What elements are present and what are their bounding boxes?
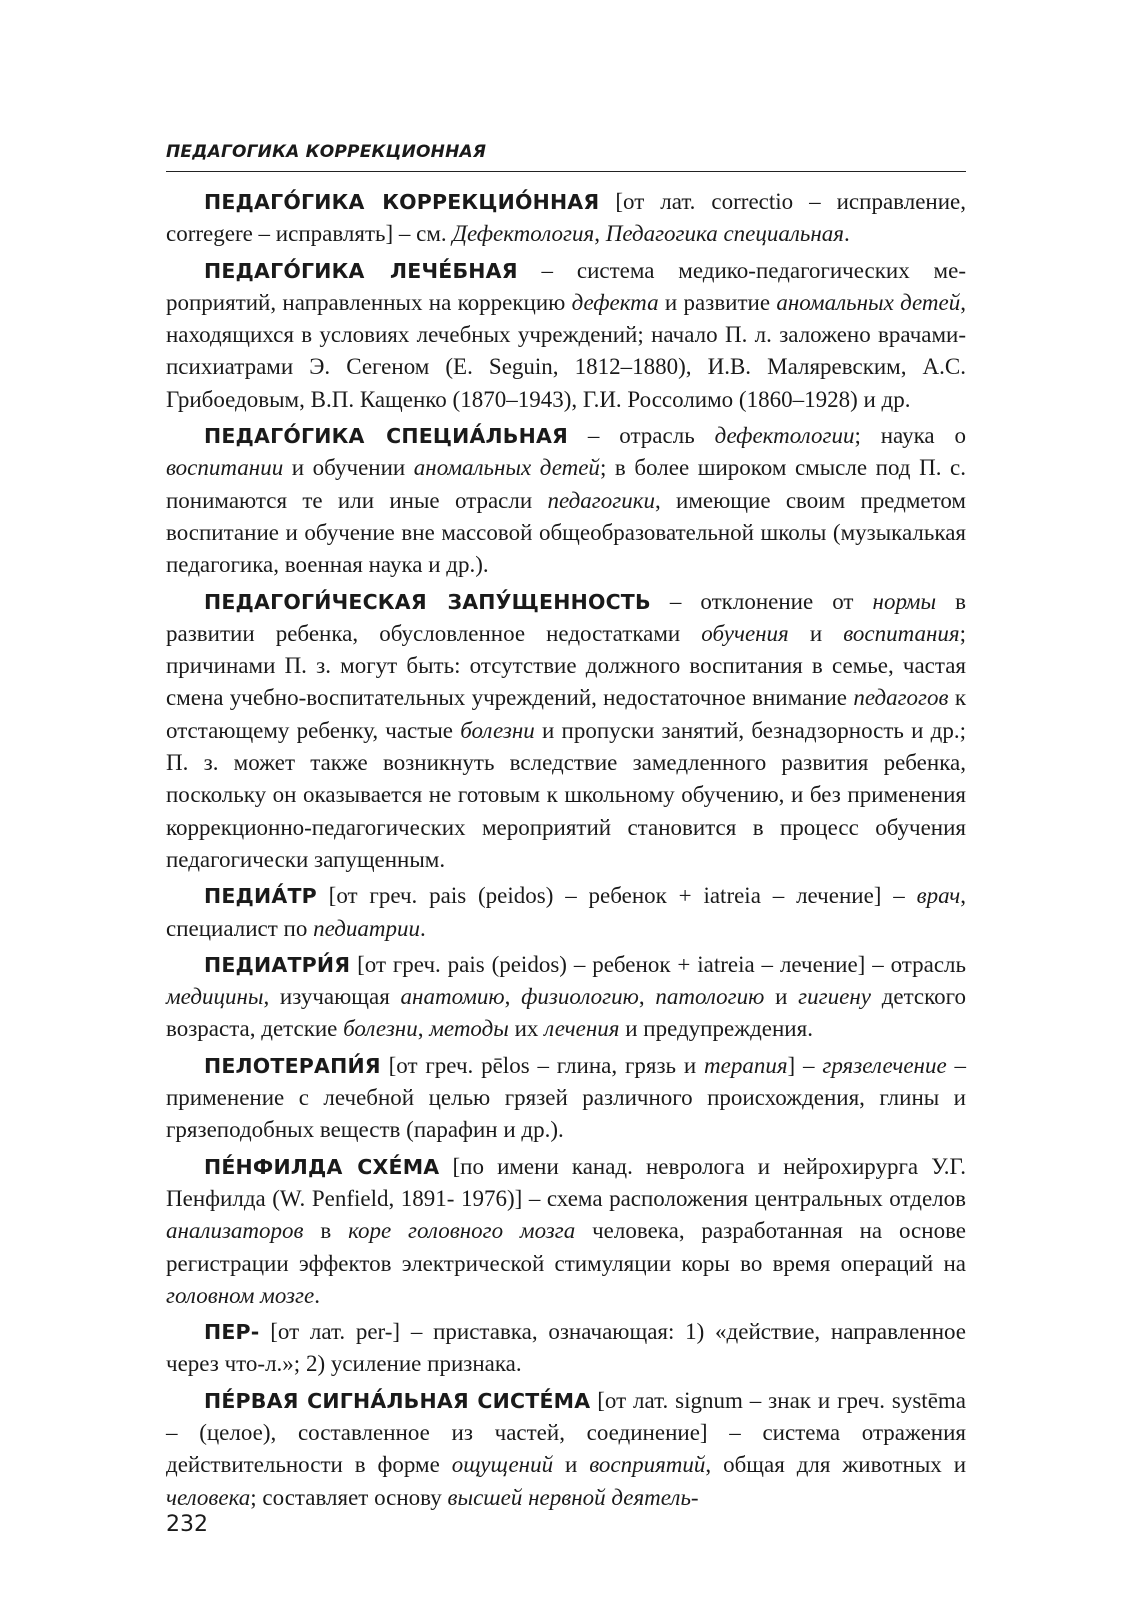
- entry-definition-text: [по имени канад. невролога и нейрохирурга У.Г. Пенфилда (W. Penfield, 1891- 1976)] – схема расположения центральных отделов: [166, 1153, 966, 1211]
- entry-headword: ПЕДИА́ТР: [204, 884, 317, 909]
- entry-headword: ПЕДИАТРИ́Я: [204, 952, 351, 977]
- entry-definition-text: ; составляет основу: [250, 1484, 448, 1510]
- dictionary-entry: [166, 1316, 966, 1381]
- entry-cross-reference: Дефектология: [452, 221, 595, 247]
- entry-cross-reference: дефектологии: [714, 423, 855, 449]
- entry-definition-text: [от греч. pēlos – глина, грязь и: [380, 1052, 705, 1078]
- entry-definition-text: – применение с лечебной целью грязей различного происхождения, глины и грязеподобных веществ (парафин и др.).: [166, 1052, 966, 1143]
- entry-cross-reference: анализаторов: [166, 1218, 304, 1244]
- dictionary-entry: [166, 880, 966, 945]
- entry-cross-reference: человека: [166, 1484, 251, 1510]
- dictionary-entry: [166, 1385, 966, 1514]
- entry-cross-reference: терапия: [704, 1052, 788, 1078]
- entry-cross-reference: дефекта: [571, 289, 659, 315]
- entry-cross-reference: болезни: [460, 717, 535, 743]
- entry-definition-text: и обучении: [283, 455, 414, 481]
- entry-cross-reference: Педагогика специальная: [605, 221, 844, 247]
- entry-cross-reference: патологию: [655, 984, 765, 1010]
- entry-headword: ПЕ́РВАЯ СИГНА́ЛЬНАЯ СИСТЕ́МА: [204, 1388, 591, 1413]
- entry-definition-text: человека, разработанная на основе регистрации эффектов электрической стимуляции коры во время операций на: [166, 1218, 966, 1276]
- running-head: ПЕДАГОГИКА КОРРЕКЦИОННАЯ: [166, 138, 966, 172]
- entry-cross-reference: воспитании: [166, 455, 284, 481]
- entry-definition-text: ,: [594, 221, 606, 247]
- entry-definition-text: и: [764, 984, 799, 1010]
- dictionary-entry: [166, 949, 966, 1046]
- entry-definition-text: .: [314, 1282, 320, 1308]
- entry-definition-text: в: [303, 1218, 349, 1244]
- entry-definition-text: , имеющие своим предметом воспитание и обучение вне массовой общеобразовательной школы (музыкалькая педагогика, военная наука и др.).: [166, 487, 966, 578]
- entry-definition-text: – система медико-педагогических мероприятий, направленных на коррекцию: [166, 257, 966, 315]
- entry-definition-text: ] –: [787, 1052, 823, 1078]
- page-number: 232: [166, 1512, 208, 1537]
- entry-cross-reference: воспитания: [843, 620, 960, 646]
- entry-cross-reference: методы: [429, 1016, 509, 1042]
- entry-definition-text: – отклонение от: [650, 588, 873, 614]
- entry-headword: ПЕДАГО́ГИКА ЛЕЧЕ́БНАЯ: [204, 258, 518, 283]
- entry-definition-text: детского возраста, детские: [166, 984, 967, 1042]
- entry-definition-text: [от лат. correctio – исправление, corregere – исправлять] – см.: [166, 189, 966, 247]
- entry-definition-text: ,: [417, 1016, 430, 1042]
- entry-definition-text: ,: [504, 984, 522, 1010]
- entry-definition-text: в развитии ребенка, обусловленное недостатками: [166, 588, 966, 646]
- entry-definition-text: и предупреждения.: [619, 1016, 813, 1042]
- entry-definition-text: и пропуски занятий, безнадзорность и др.; П. з. может также возникнуть вследствие замедленного развития ребенка, поскольку он оказывается не готовым к школьному обучению, и без применения коррекционно-педагогических мероприятий становится в процесс обучения педагогически запущенным.: [166, 717, 966, 872]
- entry-definition-text: ; в более широком смысле под П. с. понимаются те или иные отрасли: [166, 455, 966, 513]
- entry-definition-text: [от греч. pais (peidos) – ребенок + iatreia – лечение] – отрасль: [350, 951, 966, 977]
- entry-definition-text: и: [788, 620, 844, 646]
- entry-cross-reference: физиологию: [521, 984, 639, 1010]
- dictionary-entry: [166, 1151, 966, 1312]
- entry-definition-text: , специалист по: [166, 883, 966, 941]
- entry-definition-text: , находящихся в условиях лечебных учреждений; начало П. л. заложено врачами-психиатрами Э. Сегеном (E. Seguin, 1812–1880), И.В. Маляревским, А.С. Грибоедовым, В.П. Кащенко (1870–1943), Г.И. Россолимо (1860–1928) и др.: [166, 289, 966, 412]
- entry-cross-reference: педиатрии: [313, 915, 420, 941]
- entry-definition-text: [от лат. signum – знак и греч. systēma – (целое), составленное из частей, соединение] – система отражения действительности в форме: [166, 1387, 966, 1478]
- entry-definition-text: [от греч. pais (peidos) – ребенок + iatreia – лечение] –: [316, 883, 917, 909]
- entry-definition-text: и развитие: [658, 289, 777, 315]
- entry-cross-reference: головном мозге: [166, 1282, 315, 1308]
- entry-definition-text: и: [553, 1452, 590, 1478]
- entry-cross-reference: врач: [916, 883, 961, 909]
- dictionary-entry: [166, 255, 966, 416]
- dictionary-entry: [166, 186, 966, 251]
- entry-cross-reference: анатомию: [400, 984, 505, 1010]
- entry-cross-reference: ощущений: [451, 1452, 554, 1478]
- entry-headword: ПЕДАГОГИ́ЧЕСКАЯ ЗАПУ́ЩЕННОСТЬ: [204, 589, 651, 614]
- entry-cross-reference: гигиену: [798, 984, 871, 1010]
- entry-cross-reference: восприятий: [589, 1452, 706, 1478]
- entry-definition-text: ; причинами П. з. могут быть: отсутствие должного воспитания в семье, частая смена учебно-воспитательных учреждений, недостаточное внимание: [166, 620, 966, 711]
- entry-headword: ПЕДАГО́ГИКА КОРРЕКЦИО́ННАЯ: [204, 190, 600, 214]
- dictionary-entry: [166, 1050, 966, 1147]
- dictionary-entry: [166, 586, 966, 877]
- entry-headword: ПЕДАГО́ГИКА СПЕЦИА́ЛЬНАЯ: [204, 424, 568, 449]
- entry-cross-reference: коре головного мозга: [348, 1218, 576, 1244]
- dictionary-entry: [166, 420, 966, 581]
- entry-cross-reference: педагогики: [547, 487, 655, 513]
- entry-cross-reference: медицины: [166, 984, 264, 1010]
- entry-cross-reference: аномальных детей: [776, 289, 961, 315]
- entry-headword: ПЕЛОТЕРАПИ́Я: [204, 1053, 381, 1078]
- entry-definition-text: , общая для животных и: [705, 1452, 966, 1478]
- entry-definition-text: их: [508, 1016, 545, 1042]
- entry-cross-reference: нормы: [872, 588, 937, 614]
- entry-cross-reference: болезни: [343, 1016, 418, 1042]
- entry-definition-text: к отстающему ребенку, частые: [166, 685, 966, 743]
- entry-definition-text: .: [843, 221, 850, 247]
- entry-definition-text: [от лат. per-] – приставка, означающая: 1) «действие, направленное через что-л.»; 2) усиление признака.: [166, 1319, 966, 1377]
- entry-cross-reference: аномальных детей: [413, 455, 600, 481]
- entry-definition-text: – отрасль: [568, 423, 715, 449]
- entry-definition-text: , изучающая: [263, 984, 401, 1010]
- entry-definition-text: ,: [638, 984, 656, 1010]
- entry-cross-reference: лечения: [544, 1016, 620, 1042]
- entry-headword: ПЕР-: [204, 1320, 260, 1345]
- entry-definition-text: ; наука о: [854, 423, 966, 449]
- entry-cross-reference: грязелечение: [822, 1052, 947, 1078]
- entry-headword: ПЕ́НФИЛДА СХЕ́МА: [204, 1154, 440, 1179]
- entry-cross-reference: педагогов: [853, 685, 949, 711]
- entry-definition-text: .: [420, 915, 426, 941]
- dictionary-entries: [166, 186, 966, 1518]
- entry-cross-reference: высшей нервной деятель-: [447, 1484, 699, 1510]
- entry-cross-reference: обучения: [701, 620, 789, 646]
